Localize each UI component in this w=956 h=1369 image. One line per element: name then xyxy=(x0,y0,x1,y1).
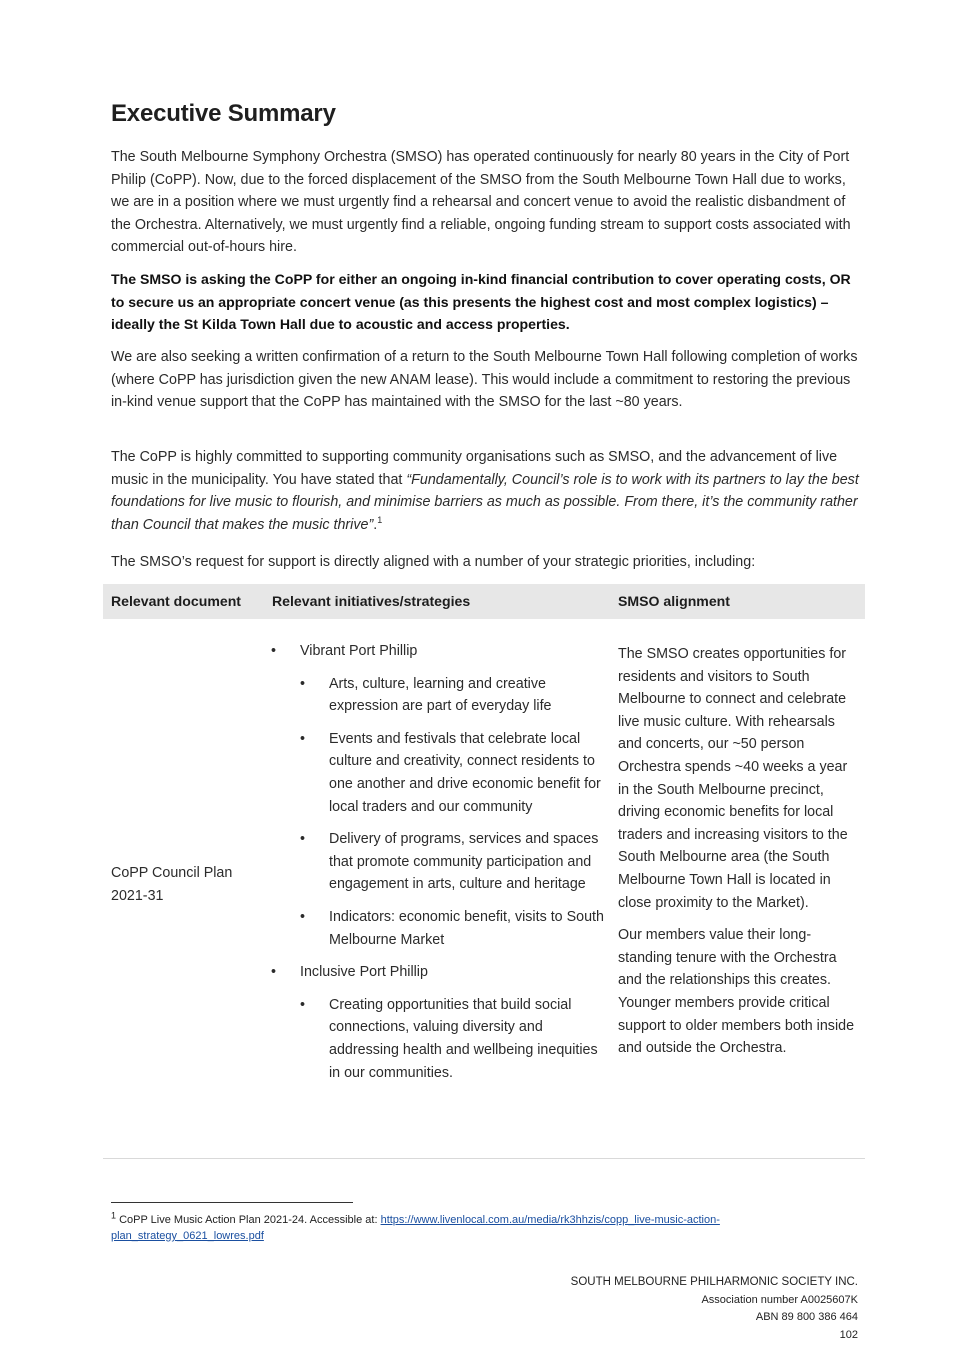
initiative-item: • Indicators: economic benefit, visits to South Melbourne Market xyxy=(263,906,605,951)
table-header-row xyxy=(103,584,865,619)
request-paragraph: The SMSO is asking the CoPP for either an ongoing in-kind financial contribution to cover operating costs, OR to secure us an appropriate concert venue (as this presents the highest cost and most complex logistics) – ideally the St Kilda Town Hall due to acoustic and access properties. xyxy=(111,271,851,333)
council-quote: “Fundamentally, Council’s role is to work with its partners to lay the best foundations for live music to flourish, and minimise barriers as much as possible. From there, it’s the community rather than Council that makes the music thrive” xyxy=(111,471,859,533)
initiative-group: • Inclusive Port Phillip xyxy=(263,961,613,984)
footnote-separator xyxy=(111,1202,353,1203)
page-number: 102 xyxy=(839,1328,858,1341)
alignment-cell xyxy=(618,643,858,1070)
header-relevant-document: Relevant document xyxy=(111,593,242,609)
footer-abn: ABN 89 800 386 464 xyxy=(755,1311,858,1323)
intro-paragraph: The South Melbourne Symphony Orchestra (SMSO) has operated continuously for nearly 80 years in the City of Port Philip (CoPP). Now, due to the forced displacement of the SMSO from the South Melbourne Town Hall due to works, we are in a position where we must urgently find a rehearsal and concert venue to avoid the realistic disbandment of the Orchestra. Alternatively, we must urgently find a reliable, ongoing funding stream to support costs associated with commercial out-of-hours hire. xyxy=(111,149,851,256)
alignment-paragraph: The SMSO creates opportunities for residents and visitors to South Melbourne to connect and celebrate live music culture. With rehearsals and concerts, our ~50 person Orchestra spends ~40 weeks a year in the South Melbourne precinct, driving economic benefits for local traders and increasing visitors to the South Melbourne area (the South Melbourne Town Hall is located in close proximity to the Market). xyxy=(618,646,848,911)
footnote-ref[interactable]: 1 xyxy=(377,515,383,526)
footnote-link[interactable]: https://www.livenlocal.com.au/media/rk3hhzis/copp_live-music-action-plan_strategy_0621_lowres.pdf xyxy=(111,1214,720,1242)
alignment-paragraph: Our members value their long-standing tenure with the Orchestra and the relationships this creates. Younger members provide critical support to older members both inside and outside the Orchestra. xyxy=(618,927,855,1057)
document-cell: CoPP Council Plan 2021-31 xyxy=(111,865,233,904)
commitment-end: . xyxy=(373,516,378,533)
initiative-item: • Events and festivals that celebrate local culture and creativity, connect residents to one another and drive economic benefit for local traders and our community xyxy=(263,728,605,818)
initiative-group: • Vibrant Port Phillip xyxy=(263,640,613,663)
footer-association-number: Association number A0025607K xyxy=(701,1293,858,1306)
commitment-paragraph xyxy=(111,446,861,536)
footnote xyxy=(111,1212,831,1244)
header-initiatives: Relevant initiatives/strategies xyxy=(272,593,471,609)
footnote-text: CoPP Live Music Action Plan 2021-24. Accessible at: xyxy=(116,1214,381,1226)
page-footer xyxy=(571,1274,858,1344)
initiative-item: • Delivery of programs, services and spaces that promote community participation and engagement in arts, culture and heritage xyxy=(263,828,605,896)
initiatives-cell xyxy=(263,640,613,1094)
confirmation-paragraph: We are also seeking a written confirmation of a return to the South Melbourne Town Hall following completion of works (where CoPP has jurisdiction given the new ANAM lease). This would include a commitment to restoring the previous in-kind venue support that the CoPP has maintained with the SMSO for the last ~80 years. xyxy=(111,349,858,411)
table-bottom-border xyxy=(103,1158,865,1159)
footer-organisation: SOUTH MELBOURNE PHILHARMONIC SOCIETY INC. xyxy=(570,1276,858,1288)
initiative-item: • Creating opportunities that build social connections, valuing diversity and addressing health and wellbeing inequities in our communities. xyxy=(263,994,605,1084)
footnote-number: 1 xyxy=(111,1210,117,1221)
header-smso-alignment: SMSO alignment xyxy=(618,593,730,609)
initiative-item: • Arts, culture, learning and creative expression are part of everyday life xyxy=(263,673,605,718)
page-title: Executive Summary xyxy=(111,100,336,127)
alignment-intro-paragraph: The SMSO’s request for support is directly aligned with a number of your strategic priorities, including: xyxy=(111,554,756,570)
commitment-text: The CoPP is highly committed to supporting community organisations such as SMSO, and the advancement of live music in the municipality. You have stated that xyxy=(111,449,838,488)
